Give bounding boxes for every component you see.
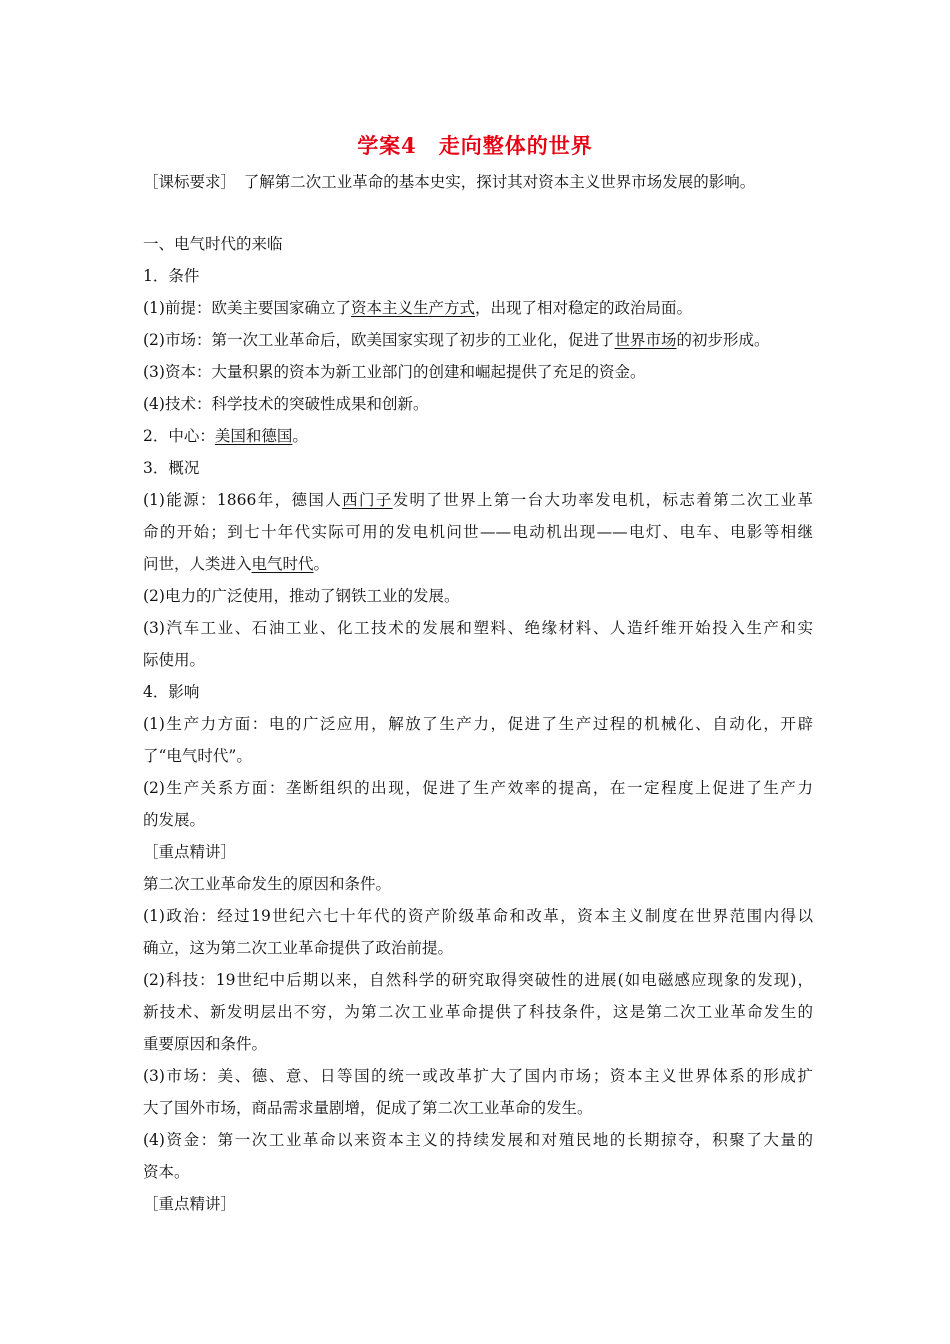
text: 发明了世界上第一台大功率发电机，标志着第二次工业革 xyxy=(392,491,813,509)
underlined-term: 电气时代 xyxy=(251,555,314,573)
paragraph-science-line2: 新技术、新发明层出不穷，为第二次工业革命提供了科技条件，这是第二次工业革命发生的 xyxy=(143,1003,813,1021)
subsection-heading-overview: 3．概况 xyxy=(143,459,200,477)
paragraph-industries-line1: (3)汽车工业、石油工业、化工技术的发展和塑料、绝缘材料、人造纤维开始投入生产和实 xyxy=(143,619,813,637)
text: (1)前提：欧美主要国家确立了 xyxy=(143,299,351,317)
paragraph-relations-line1: (2)生产关系方面：垄断组织的出现，促进了生产效率的提高，在一定程度上促进了生产力 xyxy=(143,779,813,797)
paragraph-capital: (3)资本：大量积累的资本为新工业部门的创建和崛起提供了充足的资金。 xyxy=(143,363,646,381)
paragraph-productivity-line1: (1)生产力方面：电的广泛应用，解放了生产力，促进了生产过程的机械化、自动化，开辟 xyxy=(143,715,813,733)
paragraph-technology: (4)技术：科学技术的突破性成果和创新。 xyxy=(143,395,429,413)
underlined-term: 世界市场 xyxy=(614,331,677,349)
paragraph-electric-power: (2)电力的广泛使用，推动了钢铁工业的发展。 xyxy=(143,587,460,605)
requirement-label: ［课标要求］ xyxy=(143,173,229,191)
paragraph-funds-line1: (4)资金：第一次工业革命以来资本主义的持续发展和对殖民地的长期掠夺，积聚了大量的 xyxy=(143,1131,813,1149)
section-heading: 一、电气时代的来临 xyxy=(143,235,283,253)
text: (1)能源：1866年，德国人 xyxy=(143,491,343,509)
document-body xyxy=(143,228,813,1220)
paragraph-politics-line1: (1)政治：经过19世纪六七十年代的资产阶级革命和改革，资本主义制度在世界范围内得以 xyxy=(143,907,813,925)
underlined-term: 资本主义生产方式 xyxy=(350,299,475,317)
paragraph-premise xyxy=(143,292,813,324)
text: 。 xyxy=(313,555,330,573)
focus-label: ［重点精讲］ xyxy=(143,843,237,861)
paragraph-energy-line2: 命的开始；到七十年代实际可用的发电机问世——电动机出现——电灯、电车、电影等相继 xyxy=(143,523,813,541)
paragraph-market xyxy=(143,324,813,356)
paragraph-funds-line2: 资本。 xyxy=(143,1163,190,1181)
underlined-term: 西门子 xyxy=(342,491,393,509)
text: (2)市场：第一次工业革命后，欧美国家实现了初步的工业化，促进了 xyxy=(143,331,615,349)
text: ，出现了相对稳定的政治局面。 xyxy=(474,299,692,317)
text: 问世，人类进入 xyxy=(143,555,252,573)
subsection-heading-conditions: 1．条件 xyxy=(143,267,200,285)
course-requirement xyxy=(143,166,823,198)
text: 的初步形成。 xyxy=(676,331,770,349)
paragraph-science-line3: 重要原因和条件。 xyxy=(143,1035,268,1053)
paragraph-energy-line3 xyxy=(143,548,813,580)
paragraph-market2-line2: 大了国外市场，商品需求量剧增，促成了第二次工业革命的发生。 xyxy=(143,1099,593,1117)
text: 。 xyxy=(292,427,308,445)
paragraph-science-line1: (2)科技：19世纪中后期以来，自然科学的研究取得突破性的进展(如电磁感应现象的发现)， xyxy=(143,971,813,989)
paragraph-market2-line1: (3)市场：美、德、意、日等国的统一或改革扩大了国内市场；资本主义世界体系的形成扩 xyxy=(143,1067,813,1085)
subsection-heading-impact: 4．影响 xyxy=(143,683,200,701)
paragraph-industries-line2: 际使用。 xyxy=(143,651,206,669)
page-title: 学案4 走向整体的世界 xyxy=(357,133,593,158)
paragraph-relations-line2: 的发展。 xyxy=(143,811,206,829)
paragraph-energy-line1 xyxy=(143,484,813,516)
paragraph-productivity-line2: 了“电气时代”。 xyxy=(143,747,252,765)
focus-heading: 第二次工业革命发生的原因和条件。 xyxy=(143,875,392,893)
text: 2．中心： xyxy=(143,427,215,445)
paragraph-center xyxy=(143,420,813,452)
requirement-text: 了解第二次工业革命的基本史实，探讨其对资本主义世界市场发展的影响。 xyxy=(228,173,756,191)
focus-label: ［重点精讲］ xyxy=(143,1195,237,1213)
underlined-term: 美国和德国 xyxy=(214,427,293,445)
paragraph-politics-line2: 确立，这为第二次工业革命提供了政治前提。 xyxy=(143,939,454,957)
